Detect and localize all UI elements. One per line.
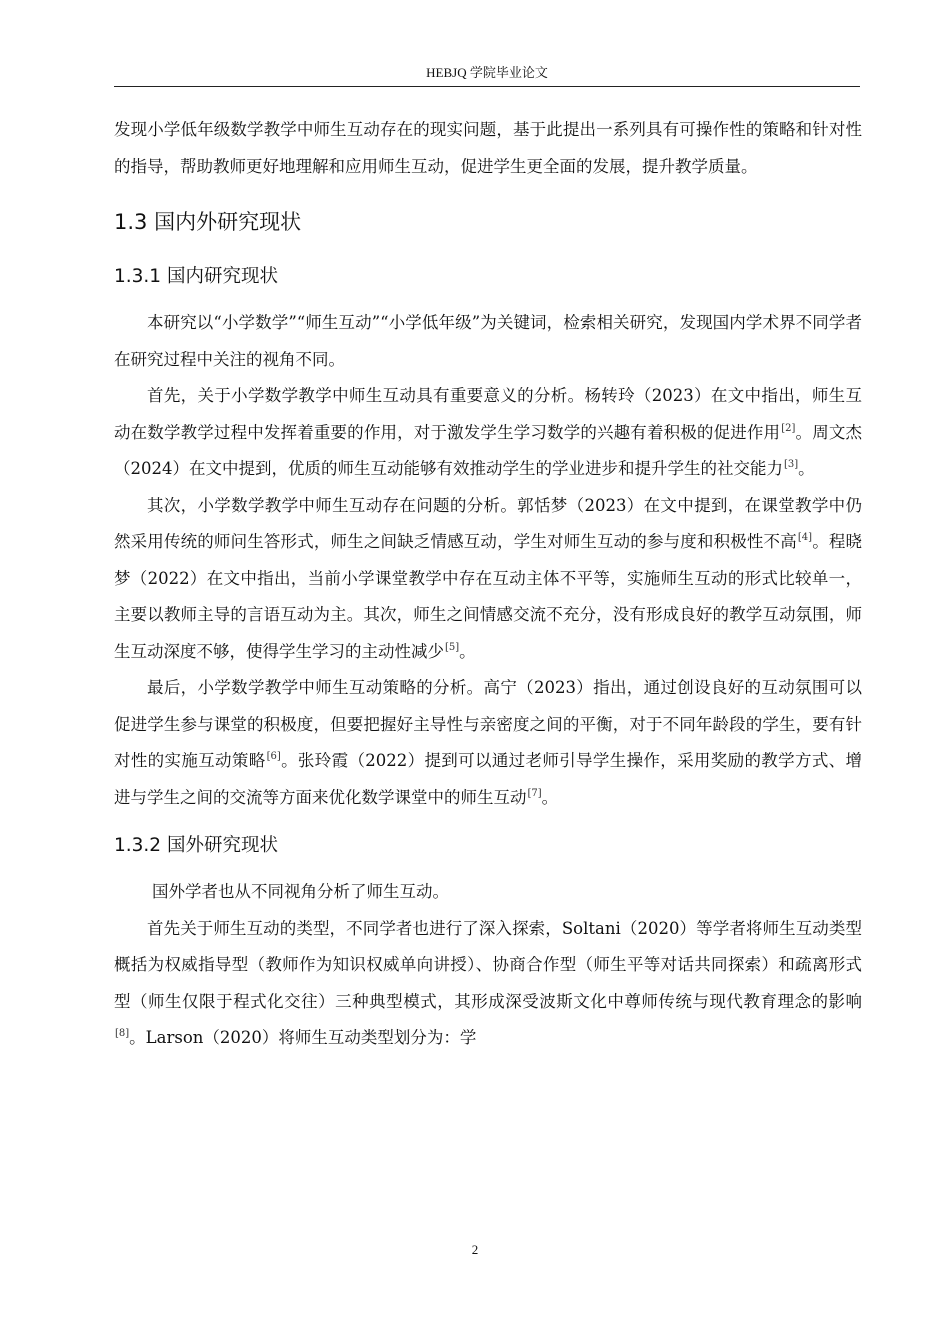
citation-ref: [8] — [115, 1028, 130, 1039]
paragraph-text: 。 — [459, 641, 476, 661]
paragraph-text: 首先关于师生互动的类型，不同学者也进行了深入探索，Soltani（2020）等学者将师生互动类型概括为权威指导型（教师作为知识权威单向讲授）、协商合作型（师生平等对话共同探索）和疏离形式型（师生仅限于程式化交往）三种典型模式，其形成深受波斯文化中尊师传统与现代教育理念的影响 — [114, 918, 862, 1011]
domestic-paragraph-3 — [114, 488, 862, 671]
paragraph-text: 。Larson（2020）将师生互动类型划分为：学 — [129, 1028, 477, 1047]
citation-ref: [7] — [527, 787, 542, 799]
foreign-paragraph-2 — [114, 911, 862, 1057]
citation-ref: [5] — [445, 641, 460, 653]
paragraph-text: 。周文杰（2024）在文中提到，优质的师生互动能够有效推动学生的学业进步和提升学生的社交能力 — [114, 422, 863, 478]
paragraph-text: 首先，关于小学数学教学中师生互动具有重要意义的分析。杨转玲（2023）在文中指出，师生互动在数学教学过程中发挥着重要的作用，对于激发学生学习数学的兴趣有着积极的促进作用 — [114, 386, 862, 442]
paragraph-text: 。 — [798, 459, 815, 478]
citation-ref: [6] — [266, 751, 281, 762]
paragraph-text: 其次，小学数学教学中师生互动存在问题的分析。郭恬梦（2023）在文中提到，在课堂教学中仍然采用传统的师问生答形式，师生之间缺乏情感互动，学生对师生互动的参与度和积极性不高 — [114, 495, 862, 551]
paragraph-text: 。 — [541, 787, 559, 807]
paragraph-text: 。张玲霞（2022）提到可以通过老师引导学生操作，采用奖励的教学方式、增进与学生之间的交流等方面来优化数学课堂中的师生互动 — [114, 751, 862, 807]
section-heading-1-3-1: 1.3.1 国内研究现状 — [114, 266, 278, 287]
domestic-paragraph-4 — [114, 670, 862, 816]
citation-ref: [2] — [781, 422, 796, 434]
paragraph-text: 最后，小学数学教学中师生互动策略的分析。高宁（2023）指出，通过创设良好的互动氛围可以促进学生参与课堂的积极度，但要把握好主导性与亲密度之间的平衡，对于不同年龄段的学生，要有针对性的实施互动策略 — [114, 678, 862, 770]
citation-ref: [3] — [784, 459, 799, 470]
domestic-paragraph-1: 本研究以“小学数学”“师生互动”“小学低年级”为关键词，检索相关研究，发现国内学术界不同学者在研究过程中关注的视角不同。 — [114, 313, 862, 369]
running-header: HEBJQ 学院毕业论文 — [114, 60, 860, 87]
foreign-paragraph-1: 国外学者也从不同视角分析了师生互动。 — [151, 882, 449, 901]
section-heading-1-3-2: 1.3.2 国外研究现状 — [114, 835, 278, 856]
intro-paragraph: 发现小学低年级数学教学中师生互动存在的现实问题，基于此提出一系列具有可操作性的策略和针对性的指导，帮助教师更好地理解和应用师生互动，促进学生更全面的发展，提升教学质量。 — [114, 120, 862, 176]
page-number: 2 — [471, 1242, 479, 1257]
section-heading-1-3: 1.3 国内外研究现状 — [114, 210, 302, 234]
domestic-paragraph-2 — [114, 378, 862, 488]
page-body — [114, 112, 862, 1057]
citation-ref: [4] — [797, 532, 813, 543]
paragraph-text: 。程晓梦（2022）在文中指出，当前小学课堂教学中存在互动主体不平等，实施师生互动的形式比较单一，主要以教师主导的言语互动为主。其次，师生之间情感交流不充分，没有形成良好的教学互动氛围，师生互动深度不够，使得学生学习的主动性减少 — [114, 532, 863, 661]
